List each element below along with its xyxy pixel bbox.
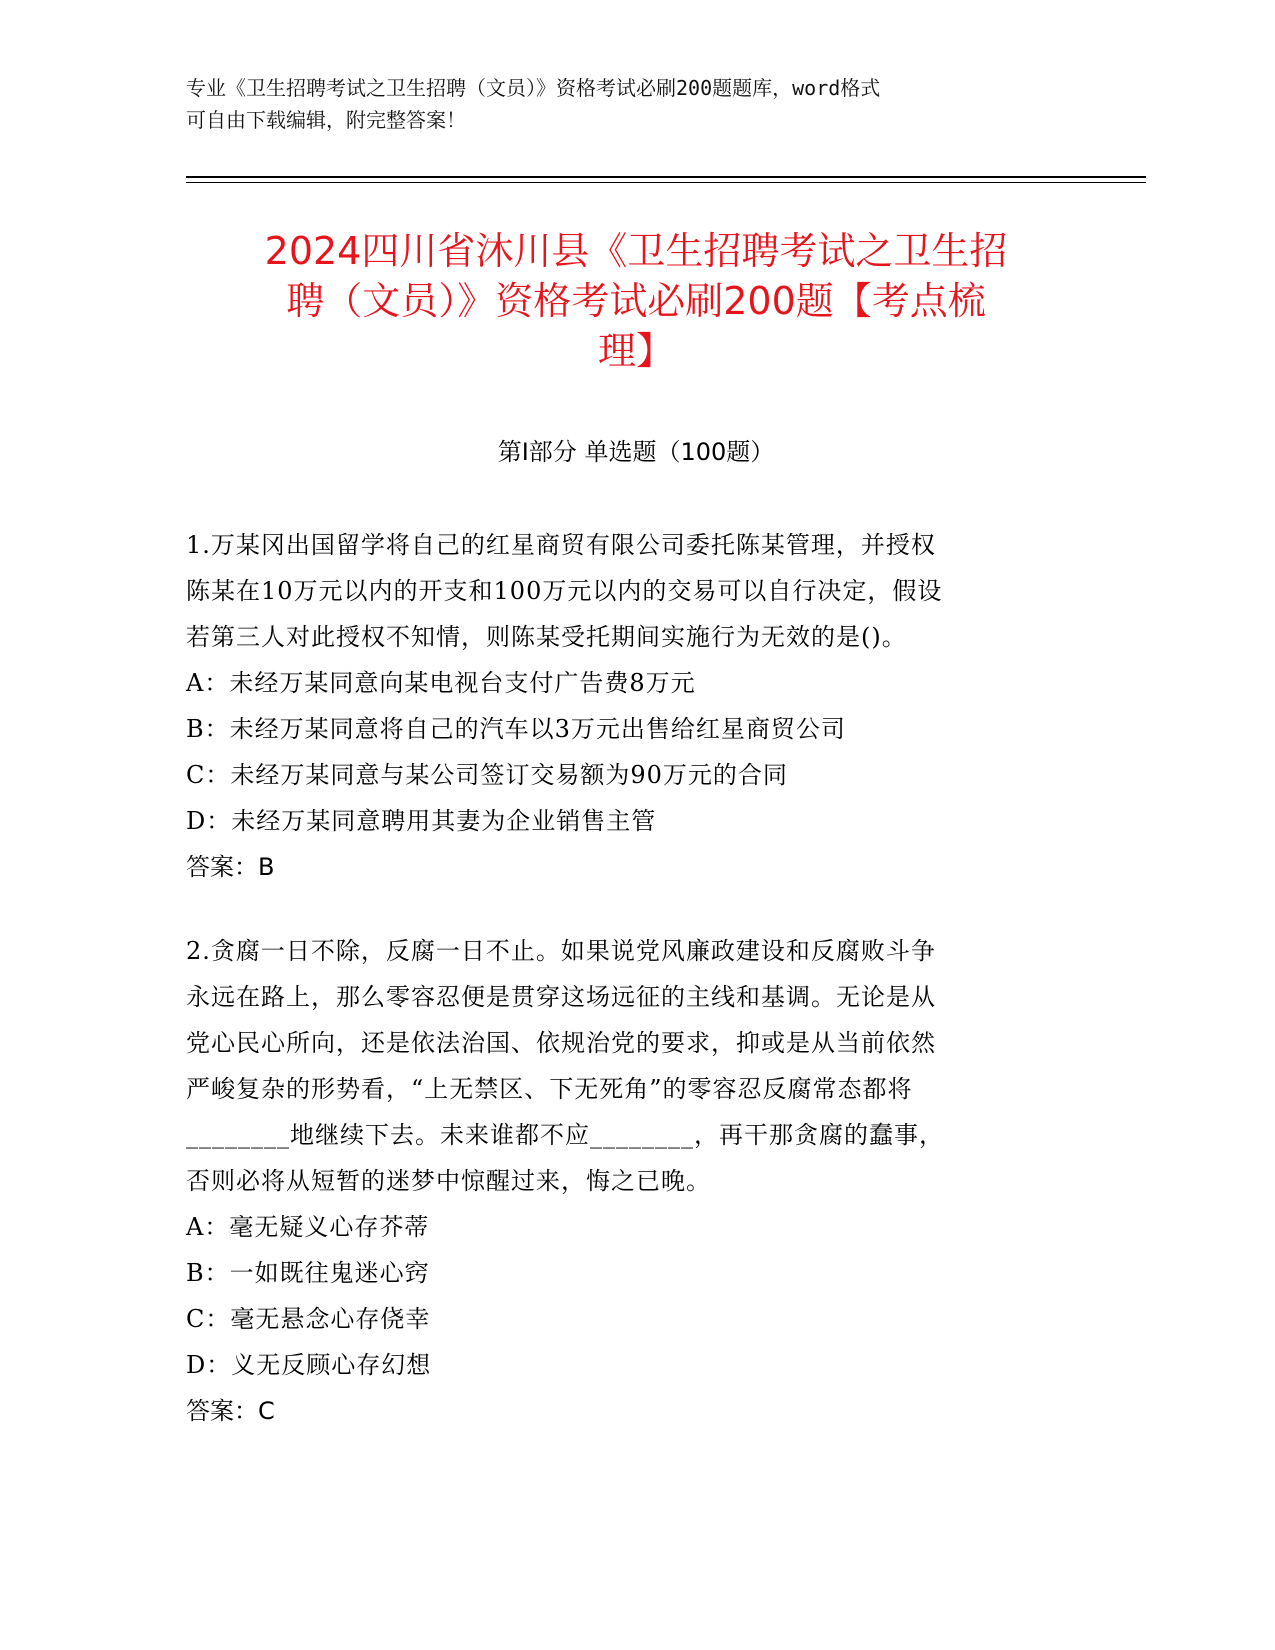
document-title — [186, 226, 1086, 376]
option-b: B：一如既往鬼迷心窍 — [186, 1259, 430, 1287]
question-1 — [186, 522, 1086, 890]
answer: 答案：B — [186, 853, 275, 881]
option-c: C：毫无悬念心存侥幸 — [186, 1305, 431, 1333]
option-b: B：未经万某同意将自己的汽车以3万元出售给红星商贸公司 — [186, 715, 846, 743]
option-list — [186, 660, 1086, 844]
question-stem-line: 1.万某冈出国留学将自己的红星商贸有限公司委托陈某管理，并授权 — [186, 531, 936, 559]
option-list — [186, 1204, 1086, 1388]
question-stem-line: 严峻复杂的形势看，“上无禁区、下无死角”的零容忍反腐常态都将 — [186, 1075, 913, 1103]
question-stem-line: ________地继续下去。未来谁都不应________，再干那贪腐的蠢事， — [186, 1121, 944, 1149]
header-note-line: 专业《卫生招聘考试之卫生招聘（文员）》资格考试必刷200题题库，word格式 — [186, 76, 881, 100]
question-stem-line: 永远在路上，那么零容忍便是贯穿这场远征的主线和基调。无论是从 — [186, 983, 936, 1011]
option-a: A：毫无疑义心存芥蒂 — [186, 1213, 430, 1241]
question-stem-line: 否则必将从短暂的迷梦中惊醒过来，悔之已晚。 — [186, 1167, 711, 1195]
document-title-line: 理】 — [597, 329, 674, 373]
option-c: C：未经万某同意与某公司签订交易额为90万元的合同 — [186, 761, 788, 789]
section-heading: 第I部分 单选题（100题） — [497, 438, 775, 466]
question-stem-line: 2.贪腐一日不除，反腐一日不止。如果说党风廉政建设和反腐败斗争 — [186, 937, 936, 965]
option-d: D：未经万某同意聘用其妻为企业销售主管 — [186, 807, 657, 835]
question-stem — [186, 522, 1086, 660]
question-stem-line: 党心民心所向，还是依法治国、依规治党的要求，抑或是从当前依然 — [186, 1029, 936, 1057]
question-stem-line: 陈某在10万元以内的开支和100万元以内的交易可以自行决定，假设 — [186, 577, 943, 605]
answer: 答案：C — [186, 1397, 275, 1425]
header-note — [186, 72, 1086, 136]
header-divider-thick — [186, 176, 1146, 178]
option-a: A：未经万某同意向某电视台支付广告费8万元 — [186, 669, 696, 697]
header-divider-thin — [186, 182, 1146, 183]
question-2 — [186, 928, 1086, 1434]
option-d: D：义无反顾心存幻想 — [186, 1351, 432, 1379]
question-stem — [186, 928, 1086, 1204]
question-stem-line: 若第三人对此授权不知情，则陈某受托期间实施行为无效的是()。 — [186, 623, 907, 651]
document-title-line: 2024四川省沐川县《卫生招聘考试之卫生招 — [264, 229, 1008, 273]
document-title-line: 聘（文员）》资格考试必刷200题【考点梳 — [286, 279, 986, 323]
header-note-line: 可自由下载编辑，附完整答案！ — [186, 108, 466, 132]
